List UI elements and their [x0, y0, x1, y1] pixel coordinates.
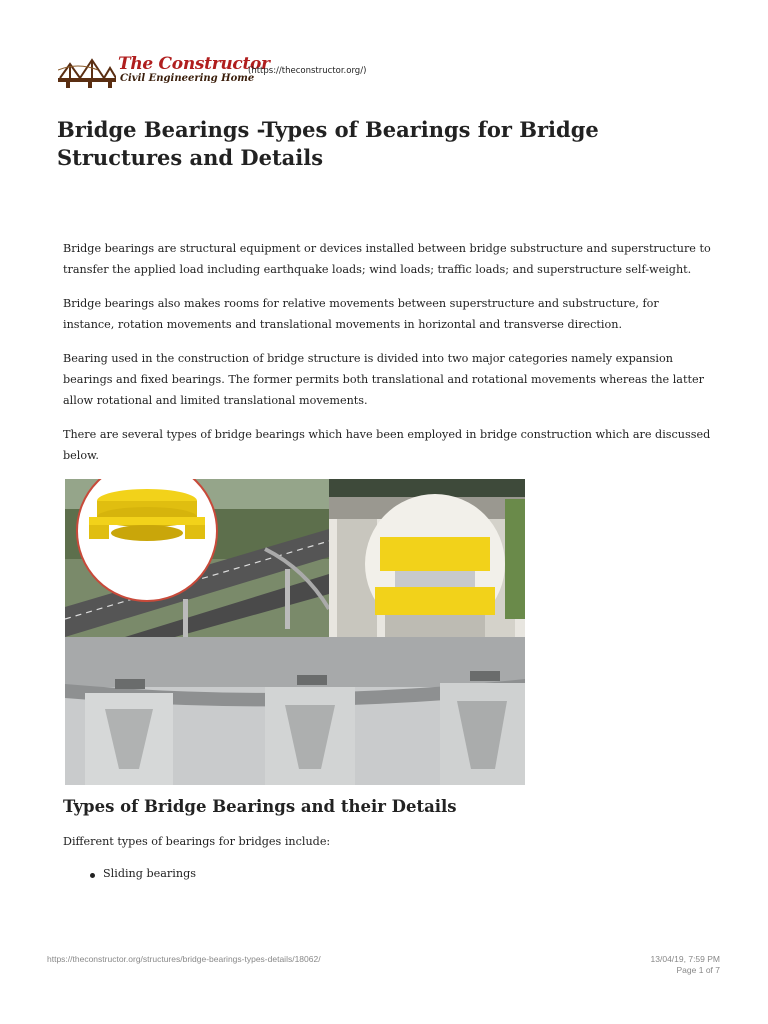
logo-subtitle: Civil Engineering Home [120, 73, 255, 84]
page-title: Bridge Bearings -Types of Bearings for Bridge Structures and Details [57, 117, 599, 170]
page-number: Page 1 of 7 [676, 965, 720, 975]
list-intro: Different types of bearings for bridges include: [63, 835, 331, 848]
section-heading: Types of Bridge Bearings and their Details [63, 797, 457, 816]
list-item: Sliding bearings [103, 867, 196, 880]
paragraph: Bridge bearings also makes rooms for relative movements between superstructure and substructure, for instance, rotation movements and translational movements in horizontal and transverse direction. [63, 297, 659, 331]
bridge-bearings-photo-collage [65, 479, 525, 785]
bridge-logo-icon [58, 58, 116, 88]
article-body [63, 238, 711, 479]
paragraph: Bridge bearings are structural equipment or devices installed between bridge substructure and superstructure to transfer the applied load including earthquake loads; wind loads; traffic loads; and superstructure self-weight. [63, 242, 711, 276]
site-header [58, 56, 458, 92]
paragraph: Bearing used in the construction of bridge structure is divided into two major categories namely expansion bearings and fixed bearings. The former permits both translational and rotational movements whereas the latter allow rotational and limited translational movements. [63, 352, 704, 407]
bearing-types-list [103, 867, 196, 880]
site-url-link[interactable]: (https://theconstructor.org/) [248, 66, 367, 76]
footer-meta [651, 954, 720, 976]
paragraph: There are several types of bridge bearings which have been employed in bridge construction which are discussed below. [63, 428, 711, 462]
footer-url[interactable]: https://theconstructor.org/structures/bridge-bearings-types-details/18062/ [47, 954, 321, 964]
logo-title[interactable]: The Constructor [118, 54, 270, 74]
print-datetime: 13/04/19, 7:59 PM [650, 954, 720, 964]
